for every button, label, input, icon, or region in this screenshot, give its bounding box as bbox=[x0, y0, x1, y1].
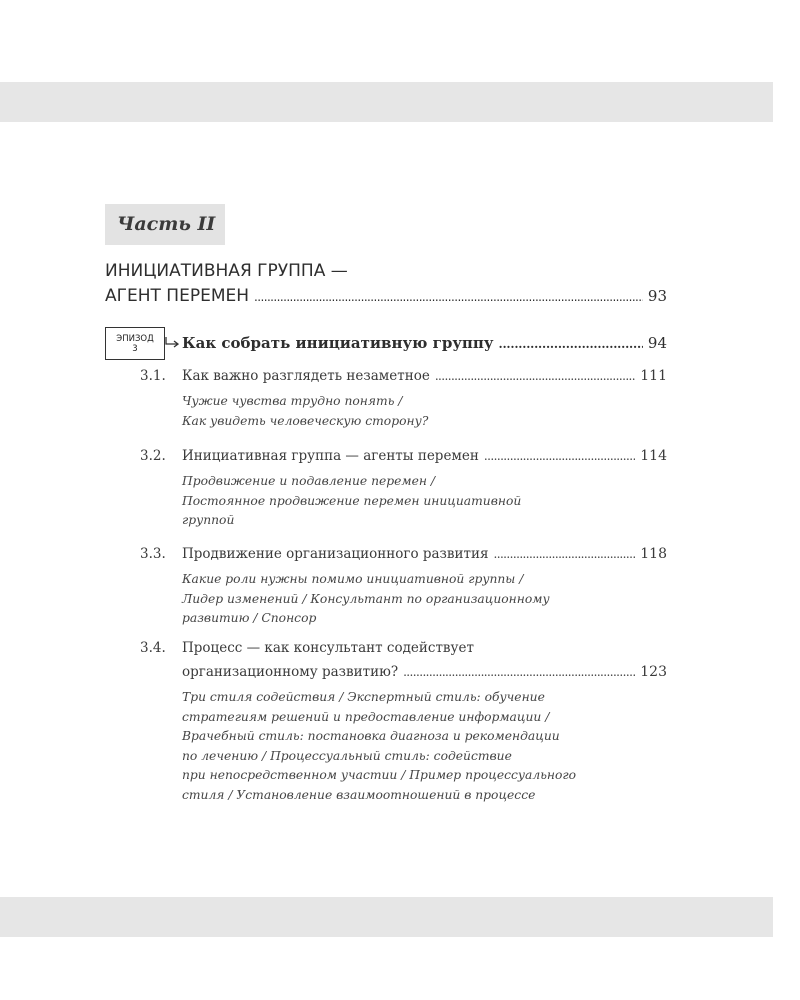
subtopic-line: Лидер изменений / Консультант по организационному bbox=[182, 591, 550, 606]
part-title-line2-row[interactable] bbox=[105, 285, 667, 308]
episode-title: Как собрать инициативную группу bbox=[182, 334, 494, 352]
leader-dots bbox=[254, 285, 643, 308]
leader-dots bbox=[435, 366, 635, 387]
section-title: Продвижение организационного развития bbox=[182, 546, 489, 562]
section-title: Процесс — как консультант содействует bbox=[182, 640, 474, 656]
section-number: 3.1. bbox=[140, 368, 166, 384]
section-title: Инициативная группа — агенты перемен bbox=[182, 448, 479, 464]
part-label: Часть II bbox=[105, 204, 225, 245]
toc-section-3-1 bbox=[140, 366, 667, 431]
episode-title-row[interactable] bbox=[182, 332, 667, 355]
section-number: 3.2. bbox=[140, 448, 166, 464]
header-band bbox=[0, 82, 773, 122]
leader-dots bbox=[499, 332, 643, 355]
section-number: 3.3. bbox=[140, 546, 166, 562]
subtopic-line: Врачебный стиль: постановка диагноза и рекомендации bbox=[182, 729, 560, 744]
section-heading-row[interactable] bbox=[140, 446, 667, 467]
section-subtopics bbox=[182, 570, 667, 629]
subtopic-line: Чужие чувства трудно понять / bbox=[182, 394, 403, 408]
section-number: 3.4. bbox=[140, 640, 166, 656]
section-heading-row-continued[interactable] bbox=[140, 662, 667, 683]
section-title: Как важно разглядеть незаметное bbox=[182, 368, 430, 384]
part-title-line1: ИНИЦИАТИВНАЯ ГРУППА — bbox=[105, 261, 348, 281]
section-subtopics bbox=[182, 472, 667, 531]
subtopic-line: стратегиям решений и предоставление информации / bbox=[182, 709, 550, 724]
subtopic-line: Три стиля содействия / Экспертный стиль: обучение bbox=[182, 690, 545, 704]
section-title-continued: организационному развитию? bbox=[182, 664, 399, 680]
page-number: 123 bbox=[640, 664, 667, 680]
episode-arrow-icon bbox=[165, 334, 179, 354]
leader-dots bbox=[484, 446, 635, 467]
episode-number: 3 bbox=[132, 344, 138, 354]
episode-label: ЭПИЗОД bbox=[116, 334, 154, 344]
part-title-line2: АГЕНТ ПЕРЕМЕН bbox=[105, 286, 250, 306]
subtopic-line: Продвижение и подавление перемен / bbox=[182, 474, 436, 488]
section-heading-row[interactable] bbox=[140, 638, 667, 659]
section-heading-row[interactable] bbox=[140, 366, 667, 387]
episode-badge bbox=[105, 327, 165, 360]
subtopic-line: Постоянное продвижение перемен инициативной bbox=[182, 493, 522, 508]
footer-band bbox=[0, 897, 773, 937]
section-heading-row[interactable] bbox=[140, 544, 667, 565]
section-subtopics bbox=[182, 688, 667, 806]
leader-dots bbox=[494, 544, 636, 565]
subtopic-line: по лечению / Процессуальный стиль: содействие bbox=[182, 748, 512, 763]
section-subtopics bbox=[182, 392, 667, 431]
subtopic-line: Как увидеть человеческую сторону? bbox=[182, 413, 429, 428]
leader-dots bbox=[403, 662, 635, 683]
subtopic-line: группой bbox=[182, 513, 235, 528]
toc-section-3-3 bbox=[140, 544, 667, 629]
page-number: 114 bbox=[640, 448, 667, 464]
page-number: 94 bbox=[647, 334, 667, 352]
subtopic-line: стиля / Установление взаимоотношений в процессе bbox=[182, 787, 536, 802]
subtopic-line: при непосредственном участии / Пример процессуального bbox=[182, 768, 577, 783]
page-number: 118 bbox=[640, 546, 667, 562]
toc-section-3-4 bbox=[140, 638, 667, 806]
subtopic-line: развитию / Спонсор bbox=[182, 611, 317, 626]
page-number: 111 bbox=[640, 368, 667, 384]
toc-section-3-2 bbox=[140, 446, 667, 531]
subtopic-line: Какие роли нужны помимо инициативной группы / bbox=[182, 572, 524, 586]
page-number: 93 bbox=[647, 287, 667, 305]
